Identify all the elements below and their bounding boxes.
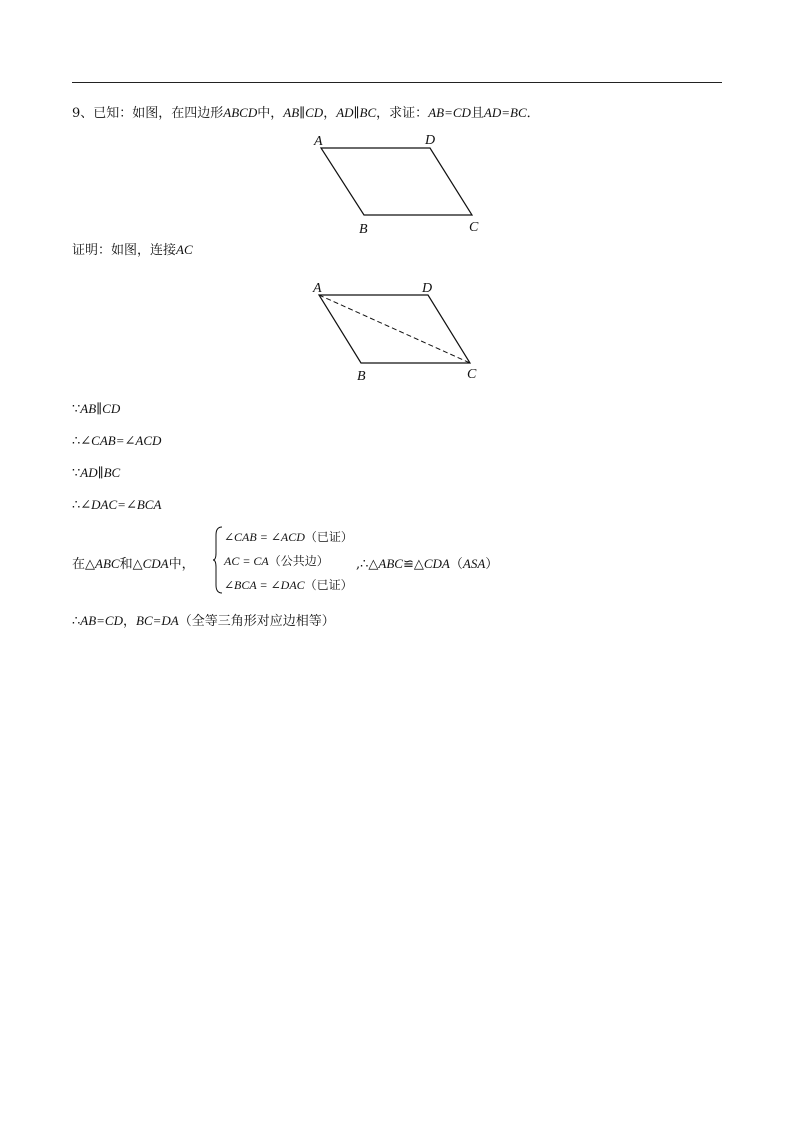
because-symbol: ∵: [72, 402, 81, 417]
problem-var: AD∥BC: [336, 105, 377, 120]
case-row: [224, 573, 353, 597]
case-reason: （已证）: [304, 578, 353, 592]
vertex-label-b: B: [359, 222, 368, 237]
proof-intro-var: AC: [176, 242, 193, 257]
final-expression: AB=CD: [80, 613, 123, 628]
prefix-text: 和△: [119, 557, 143, 572]
problem-text: ，求证：: [376, 106, 429, 121]
parallelogram-figure-1: [300, 128, 500, 238]
conclusion-text: ≌△: [402, 557, 424, 572]
vertex-label-c: C: [469, 220, 479, 235]
conclusion-text: ）: [485, 557, 499, 572]
congruence-prefix: [72, 553, 195, 572]
because-symbol: ∵: [72, 466, 81, 481]
step-expression: AB∥CD: [80, 401, 121, 416]
problem-var: AB=CD: [428, 105, 471, 120]
prefix-text: 在△: [72, 557, 95, 572]
problem-var: ABCD: [223, 105, 258, 120]
therefore-symbol: ∴: [72, 498, 81, 513]
vertex-label-c: C: [467, 367, 477, 382]
step-expression: AD∥BC: [80, 465, 121, 480]
conclusion-var: CDA: [423, 556, 450, 571]
prefix-text: 中，: [168, 557, 195, 572]
final-text: ，: [123, 614, 137, 629]
proof-step: [72, 432, 161, 451]
parallelogram-figure-2: [300, 276, 500, 386]
therefore-symbol: ∴: [72, 434, 81, 449]
problem-text: 9、已知：如图，在四边形: [72, 106, 224, 121]
left-brace: [212, 525, 224, 595]
problem-text: ．: [526, 106, 540, 121]
vertex-label-b: B: [357, 369, 366, 384]
proof-intro-text: 证明：如图，连接: [72, 243, 177, 258]
vertex-label-a: A: [314, 134, 323, 149]
case-reason: （公共边）: [268, 554, 329, 568]
congruence-conclusion: [356, 553, 498, 572]
final-conclusion: [72, 612, 335, 631]
problem-text: 且: [470, 106, 484, 121]
conclusion-var: ABC: [378, 556, 403, 571]
conclusion-text: ,∴△: [356, 557, 379, 572]
case-row: [224, 525, 353, 549]
case-expression: ∠BCA = ∠DAC: [224, 578, 305, 592]
conclusion-var: ASA: [462, 556, 486, 571]
proof-intro: [72, 241, 193, 260]
step-expression: ∠DAC=∠BCA: [80, 497, 162, 512]
therefore-symbol: ∴: [72, 614, 81, 629]
vertex-label-d: D: [422, 281, 433, 296]
vertex-label-d: D: [425, 133, 436, 148]
vertex-label-a: A: [313, 281, 322, 296]
proof-step: [72, 464, 120, 483]
proof-step: [72, 496, 161, 515]
case-expression: ∠CAB = ∠ACD: [224, 530, 305, 544]
diagonal-ac: [319, 295, 470, 363]
prefix-var: ABC: [95, 556, 120, 571]
case-reason: （已证）: [304, 530, 353, 544]
conclusion-text: （: [449, 557, 463, 572]
case-expression: AC = CA: [224, 554, 269, 568]
problem-statement: [72, 104, 540, 123]
case-row: [224, 549, 353, 573]
problem-text: 中，: [257, 106, 284, 121]
problem-var: AD=BC: [483, 105, 527, 120]
prefix-var: CDA: [142, 556, 169, 571]
problem-var: AB∥CD: [283, 105, 324, 120]
step-expression: ∠CAB=∠ACD: [80, 433, 162, 448]
final-reason: （全等三角形对应边相等）: [178, 614, 335, 629]
proof-step: [72, 400, 120, 419]
header-rule: [72, 82, 722, 83]
problem-text: ，: [323, 106, 337, 121]
final-expression: BC=DA: [136, 613, 179, 628]
congruence-cases: [224, 525, 353, 597]
parallelogram-abcd: [321, 148, 472, 215]
